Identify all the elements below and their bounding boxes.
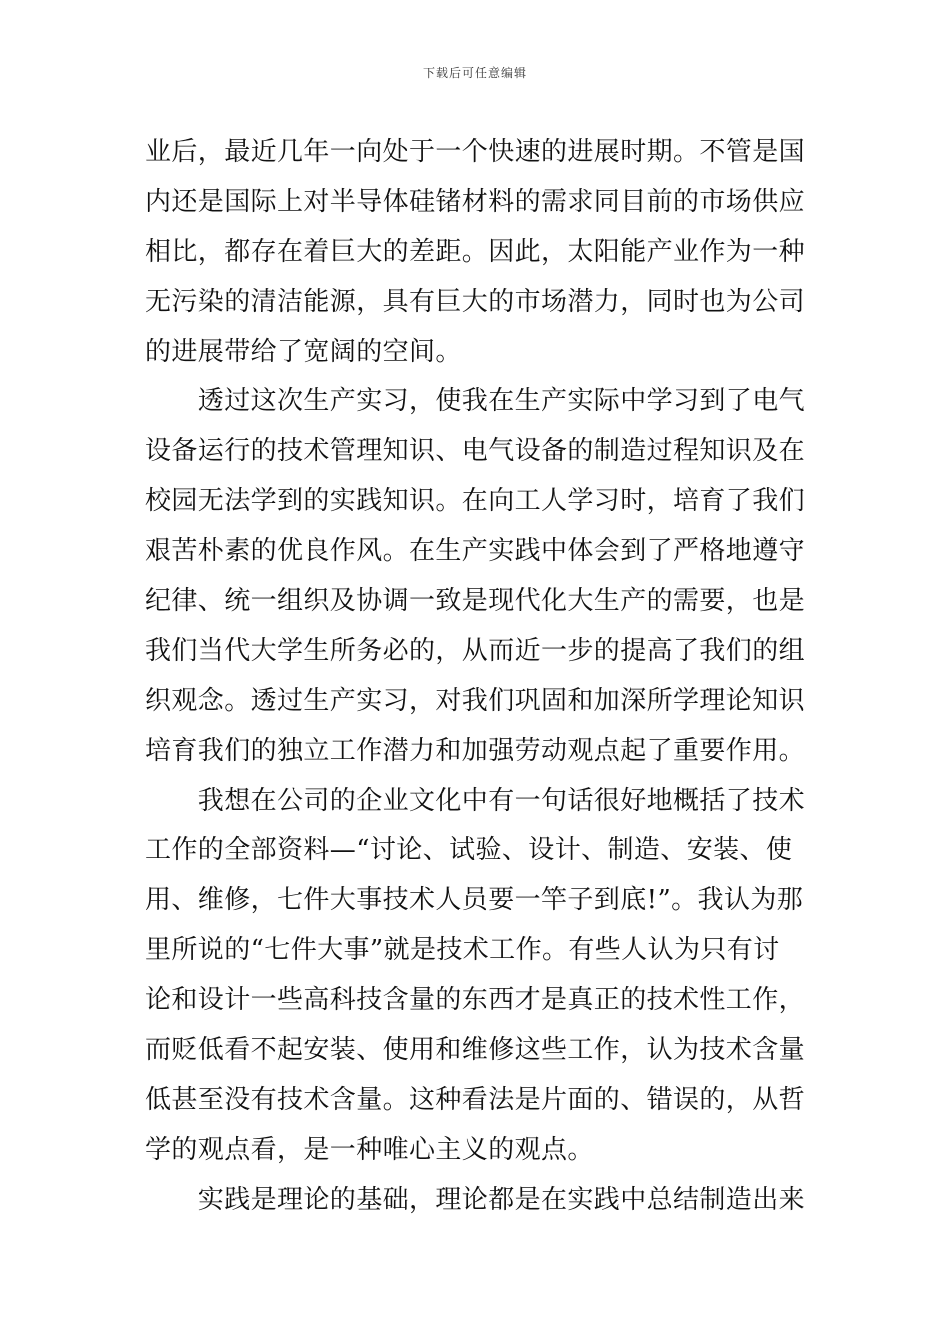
text-line: 无污染的清洁能源，具有巨大的市场潜力，同时也为公司: [145, 286, 806, 317]
text-line: 论和设计一些高科技含量的东西才是真正的技术性工作，: [145, 985, 806, 1016]
text-line: 艰苦朴素的优良作风。在生产实践中体会到了严格地遵守: [145, 536, 806, 567]
text-line: 我想在公司的企业文化中有一句话很好地概括了技术: [145, 785, 806, 816]
text-line: 实践是理论的基础，理论都是在实践中总结制造出来: [145, 1184, 806, 1215]
text-line: 纪律、统一组织及协调一致是现代化大生产的需要，也是: [145, 586, 806, 617]
text-line: 的进展带给了宽阔的空间。: [145, 336, 462, 367]
text-line: 里所说的“七件大事”就是技术工作。有些人认为只有讨: [145, 935, 780, 966]
text-line: 我们当代大学生所务必的，从而近一步的提高了我们的组: [145, 635, 806, 666]
text-line: 培育我们的独立工作潜力和加强劳动观点起了重要作用。: [145, 735, 806, 766]
text-line: 设备运行的技术管理知识、电气设备的制造过程知识及在: [145, 436, 806, 467]
text-line: 织观念。透过生产实习，对我们巩固和加深所学理论知识: [145, 685, 806, 716]
text-line: 业后，最近几年一向处于一个快速的进展时期。不管是国: [145, 137, 806, 167]
text-line: 校园无法学到的实践知识。在向工人学习时，培育了我们: [145, 486, 806, 517]
text-line: 低甚至没有技术含量。这种看法是片面的、错误的，从哲: [145, 1084, 806, 1115]
body-text: [145, 130, 807, 1228]
text-line: 透过这次生产实习，使我在生产实际中学习到了电气: [145, 386, 806, 417]
text-line: 内还是国际上对半导体硅锗材料的需求同目前的市场供应: [145, 186, 806, 217]
page-header: 下载后可任意编辑: [422, 66, 527, 80]
text-line: 相比，都存在着巨大的差距。因此，太阳能产业作为一种: [145, 236, 806, 267]
text-line: 工作的全部资料—“讨论、试验、设计、制造、安装、使: [145, 835, 793, 866]
text-line: 而贬低看不起安装、使用和维修这些工作，认为技术含量: [145, 1035, 806, 1066]
text-line: 用、维修，七件大事技术人员要一竿子到底!”。我认为那: [145, 885, 804, 916]
text-line: 学的观点看，是一种唯心主义的观点。: [145, 1134, 594, 1165]
